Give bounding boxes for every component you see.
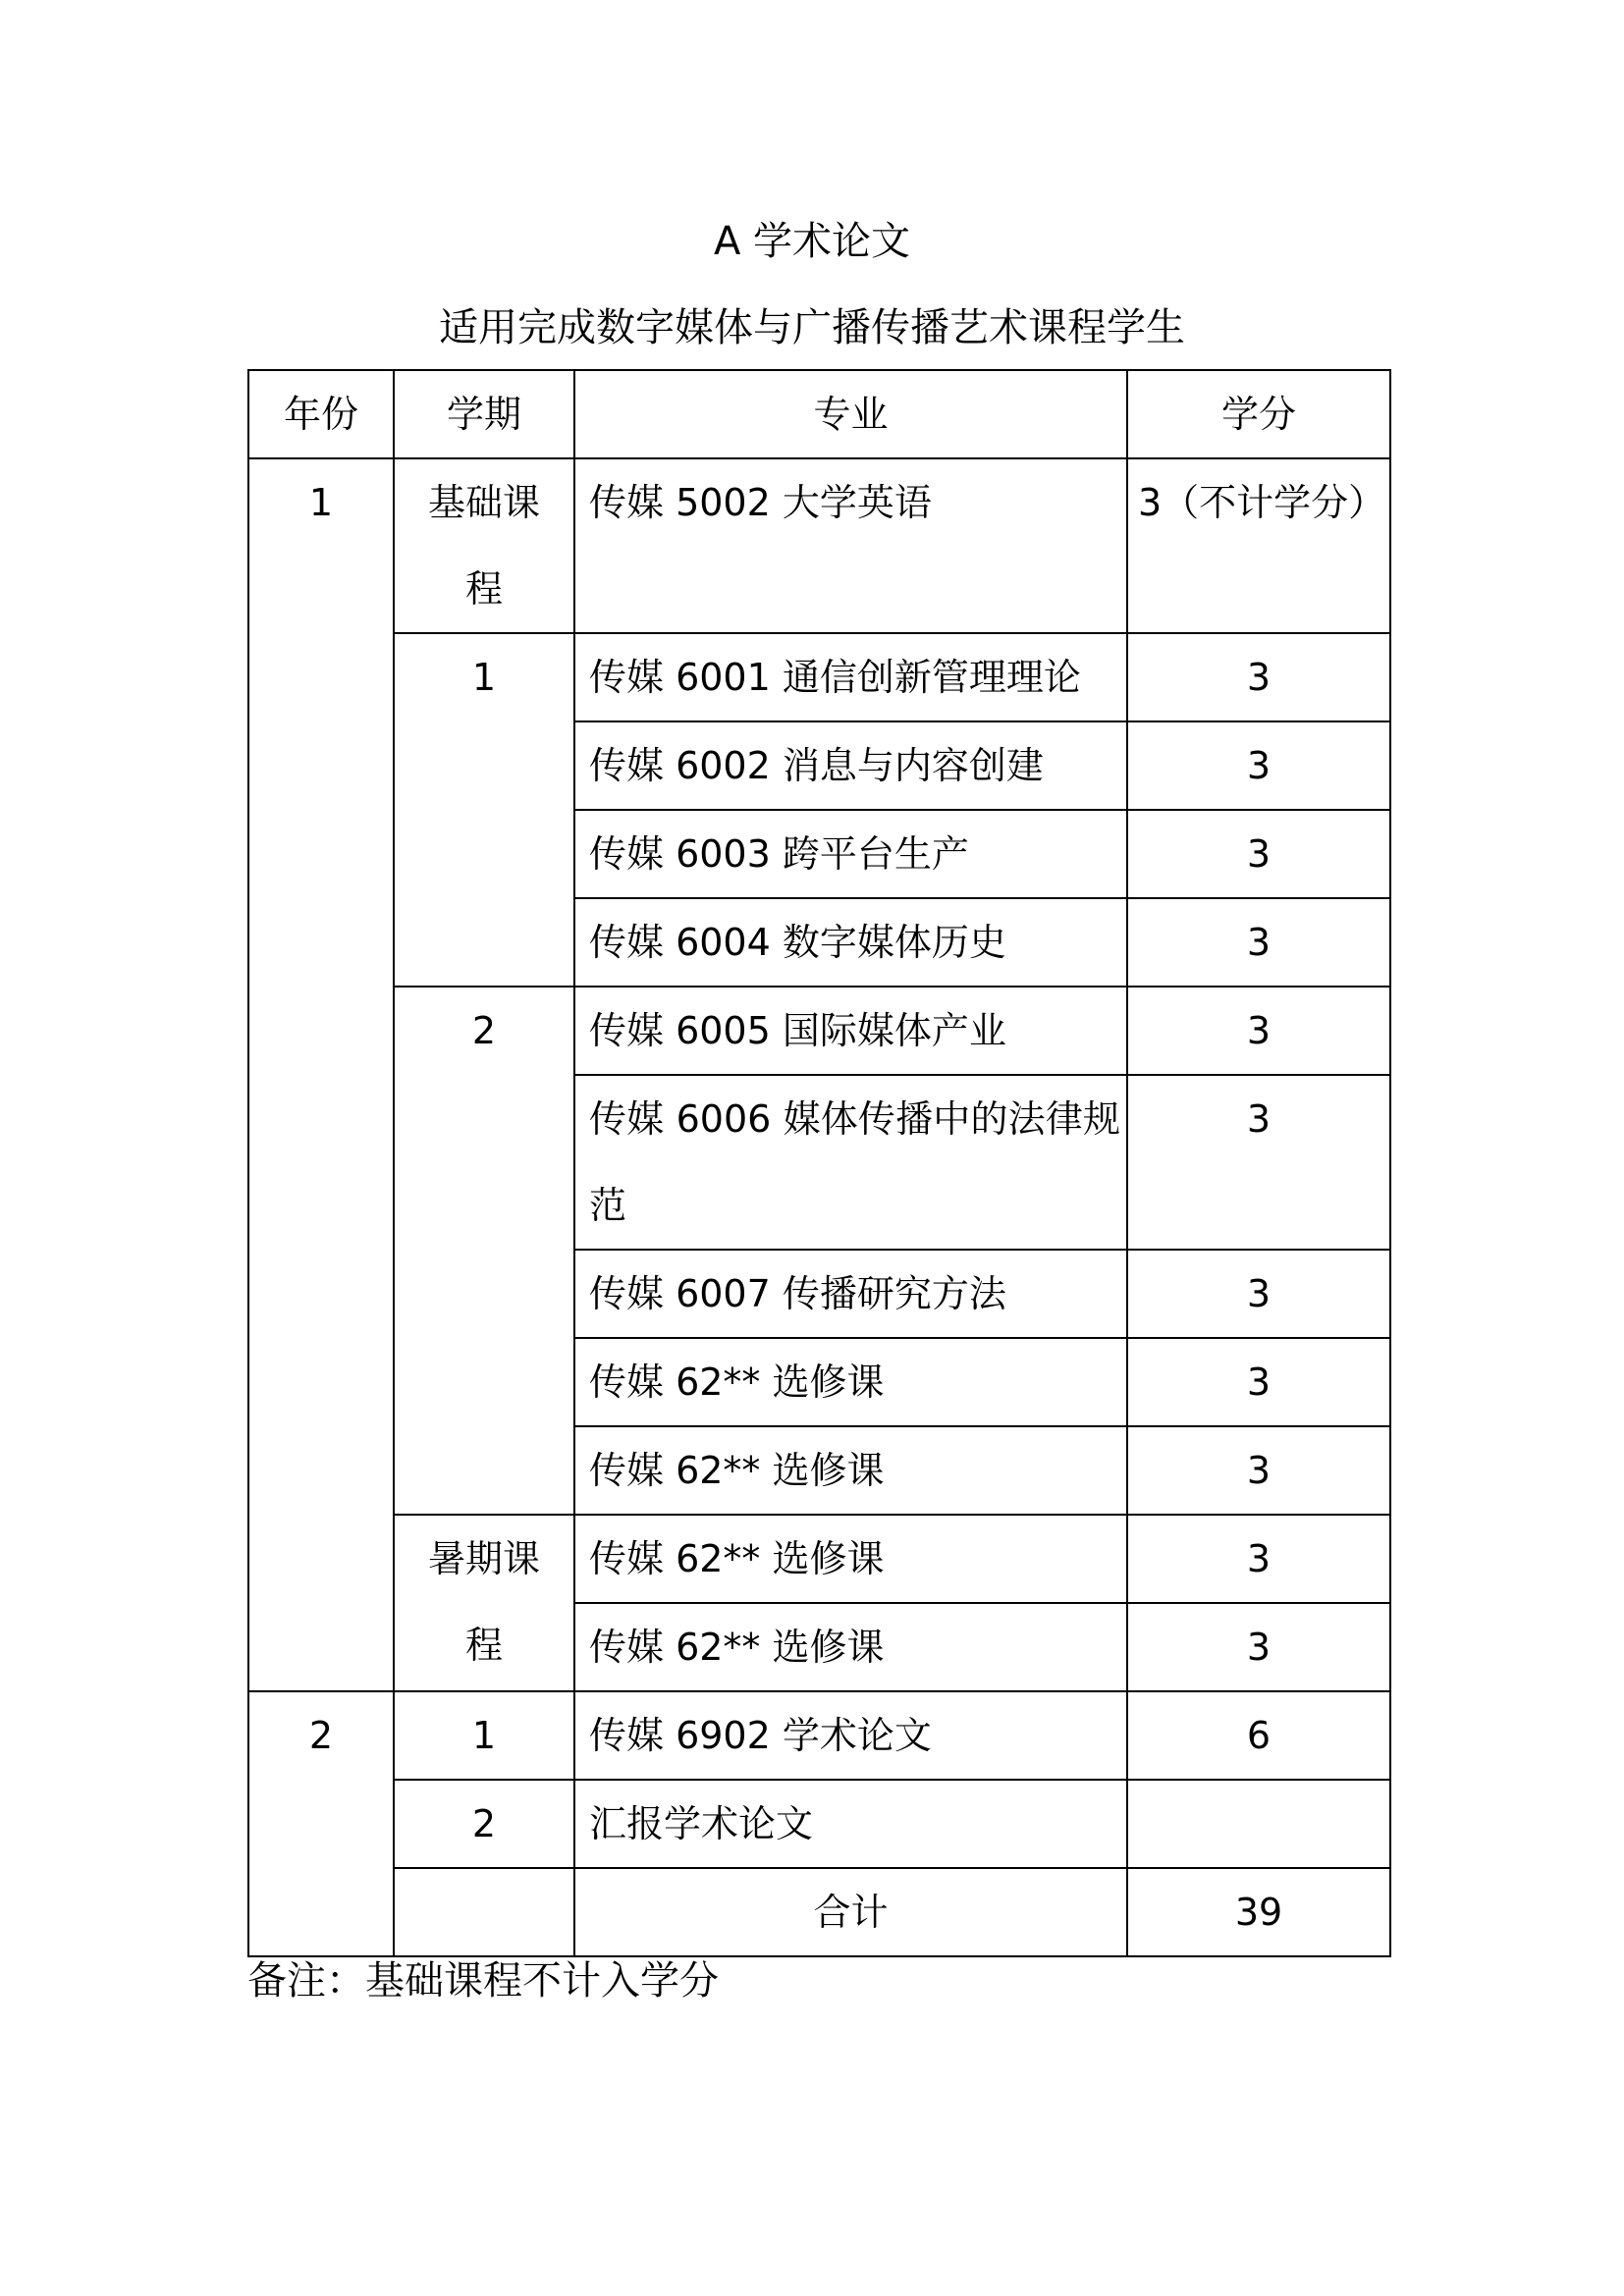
course-cell-wrapped	[574, 1075, 1127, 1250]
curriculum-table	[247, 369, 1391, 1957]
page-title: A 学术论文	[713, 219, 911, 264]
year-cell-2: 2	[248, 1691, 394, 1956]
term-cell-y2-2: 2	[394, 1780, 574, 1868]
table-row	[248, 1691, 1390, 1780]
header-credit: 学分	[1127, 370, 1390, 458]
header-term: 学期	[394, 370, 574, 458]
course-cell: 传媒 6001 通信创新管理理论	[574, 633, 1127, 721]
course-cell: 传媒 6004 数字媒体历史	[574, 898, 1127, 987]
term-cell-y2-1: 1	[394, 1691, 574, 1780]
course-cell: 汇报学术论文	[574, 1780, 1127, 1868]
total-credit: 39	[1127, 1868, 1390, 1956]
course-cell: 传媒 6007 传播研究方法	[574, 1250, 1127, 1338]
header-course: 专业	[574, 370, 1127, 458]
credit-cell: 3	[1127, 810, 1390, 898]
credit-cell: 3	[1127, 633, 1390, 721]
credit-cell: 3	[1127, 1075, 1390, 1250]
table-total-row	[248, 1868, 1390, 1956]
course-cell: 传媒 62** 选修课	[574, 1338, 1127, 1426]
course-cell: 传媒 6902 学术论文	[574, 1691, 1127, 1780]
course-label: 传媒 6006 媒体传播中的法律规范	[589, 1097, 1120, 1227]
table-header-row	[248, 370, 1390, 458]
credit-cell	[1127, 1780, 1390, 1868]
term-label-foundation: 基础课程	[427, 481, 540, 611]
term-cell-empty	[394, 1868, 574, 1956]
course-cell: 传媒 62** 选修课	[574, 1603, 1127, 1691]
course-cell: 传媒 5002 大学英语	[574, 458, 1127, 633]
credit-cell: 3	[1127, 1250, 1390, 1338]
table-row	[248, 1515, 1390, 1603]
credit-cell: 3	[1127, 987, 1390, 1075]
credit-cell: 6	[1127, 1691, 1390, 1780]
footnote: 备注：基础课程不计入学分	[247, 1958, 719, 2003]
course-cell: 传媒 62** 选修课	[574, 1515, 1127, 1603]
credit-cell: 3	[1127, 898, 1390, 987]
page-subtitle: 适用完成数字媒体与广播传播艺术课程学生	[439, 305, 1185, 350]
term-cell-2: 2	[394, 987, 574, 1515]
table-row	[248, 1780, 1390, 1868]
credit-cell: 3	[1127, 1338, 1390, 1426]
course-cell: 传媒 6002 消息与内容创建	[574, 721, 1127, 810]
term-cell-1: 1	[394, 633, 574, 987]
header-year: 年份	[248, 370, 394, 458]
credit-cell: 3	[1127, 1426, 1390, 1515]
table-row	[248, 987, 1390, 1075]
credit-cell: 3	[1127, 721, 1390, 810]
total-label: 合计	[574, 1868, 1127, 1956]
term-label-summer: 暑期课程	[427, 1537, 540, 1667]
course-cell: 传媒 62** 选修课	[574, 1426, 1127, 1515]
term-cell-foundation	[394, 458, 574, 633]
course-cell: 传媒 6005 国际媒体产业	[574, 987, 1127, 1075]
credit-cell: 3	[1127, 1603, 1390, 1691]
credit-cell: 3	[1127, 1515, 1390, 1603]
term-cell-summer	[394, 1515, 574, 1691]
table-row	[248, 633, 1390, 721]
credit-cell: 3（不计学分）	[1127, 458, 1390, 633]
course-cell: 传媒 6003 跨平台生产	[574, 810, 1127, 898]
year-cell-1: 1	[248, 458, 394, 1691]
